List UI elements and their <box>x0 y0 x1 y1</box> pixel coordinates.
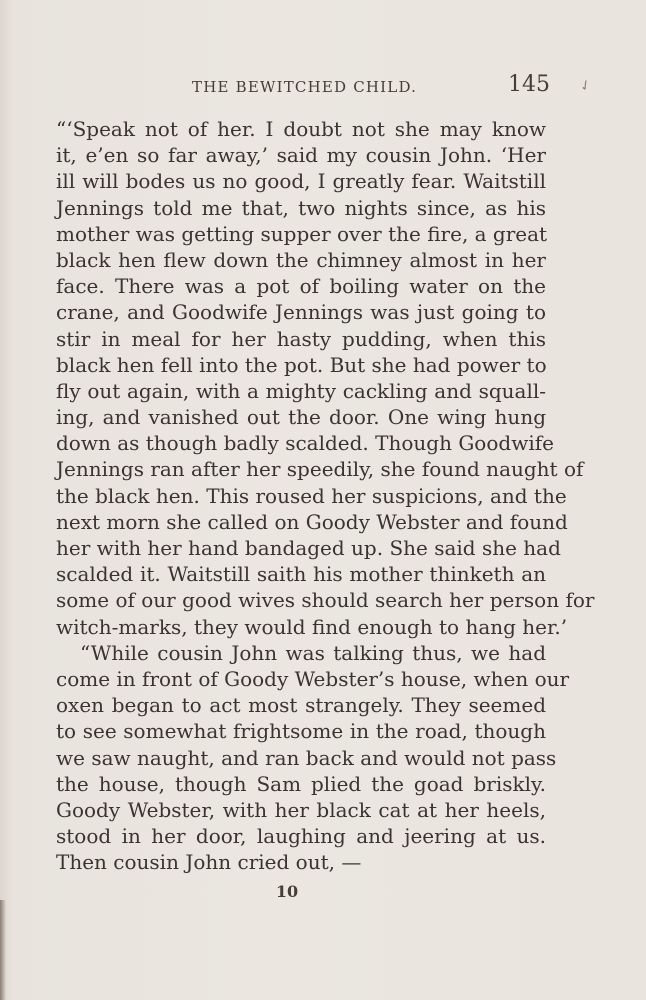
text-line: Jennings ran after her speedily, she found naught of <box>56 457 584 482</box>
text-line: her with her hand bandaged up. She said she had <box>56 536 561 560</box>
running-head: THE BEWITCHED CHILD. <box>192 78 418 96</box>
text-line: Jennings told me that, two nights since, as his <box>56 195 546 220</box>
text-line: Then cousin John cried out, — <box>56 850 362 875</box>
text-line: crane, and Goodwife Jennings was just going to <box>56 300 546 325</box>
text-line: ing, and vanished out the door. One wing hung <box>56 405 546 430</box>
pencil-mark-icon: ✓ <box>576 76 595 96</box>
text-line: to see somewhat frightsome in the road, though <box>56 719 546 744</box>
text-line: next morn she called on Goody Webster and found <box>56 509 568 534</box>
page-edge-shadow <box>0 900 6 1000</box>
body-text <box>56 116 595 875</box>
text-line: fly out again, with a mighty cackling and squall- <box>56 378 546 403</box>
text-line: scalded it. Waitstill saith his mother thinketh an <box>56 562 546 587</box>
text-line: come in front of Goody Webster’s house, when our <box>56 666 570 691</box>
page-number: 145 <box>508 72 550 97</box>
text-line: down as though badly scalded. Though Goodwife <box>56 431 554 456</box>
text-line: we saw naught, and ran back and would not pass <box>56 745 557 770</box>
text-line: Goody Webster, with her black cat at her heels, <box>56 797 546 822</box>
text-line: it, e’en so far away,’ said my cousin John. ‘Her <box>56 143 546 168</box>
text-line: stood in her door, laughing and jeering at us. <box>56 824 546 849</box>
text-line: black hen flew down the chimney almost in her <box>56 247 546 272</box>
signature-mark: 10 <box>275 882 299 901</box>
text-line: ill will bodes us no good, I greatly fear. Waitstill <box>56 169 546 194</box>
text-line: “‘Speak not of her. I doubt not she may know <box>56 117 546 141</box>
text-line: “While cousin John was talking thus, we had <box>80 640 546 665</box>
text-line: face. There was a pot of boiling water on the <box>56 274 546 299</box>
text-line: witch-marks, they would find enough to hang her.’ <box>56 614 568 639</box>
text-line: oxen began to act most strangely. They seemed <box>56 693 546 718</box>
page-header <box>0 72 646 102</box>
text-line: black hen fell into the pot. But she had power to <box>56 352 547 377</box>
text-line: some of our good wives should search her person for <box>56 588 595 613</box>
text-line: mother was getting supper over the fire, a great <box>56 221 548 246</box>
text-line: the house, though Sam plied the goad briskly. <box>56 771 546 796</box>
text-line: stir in meal for her hasty pudding, when this <box>56 326 546 351</box>
text-line: the black hen. This roused her suspicions, and the <box>56 483 567 508</box>
